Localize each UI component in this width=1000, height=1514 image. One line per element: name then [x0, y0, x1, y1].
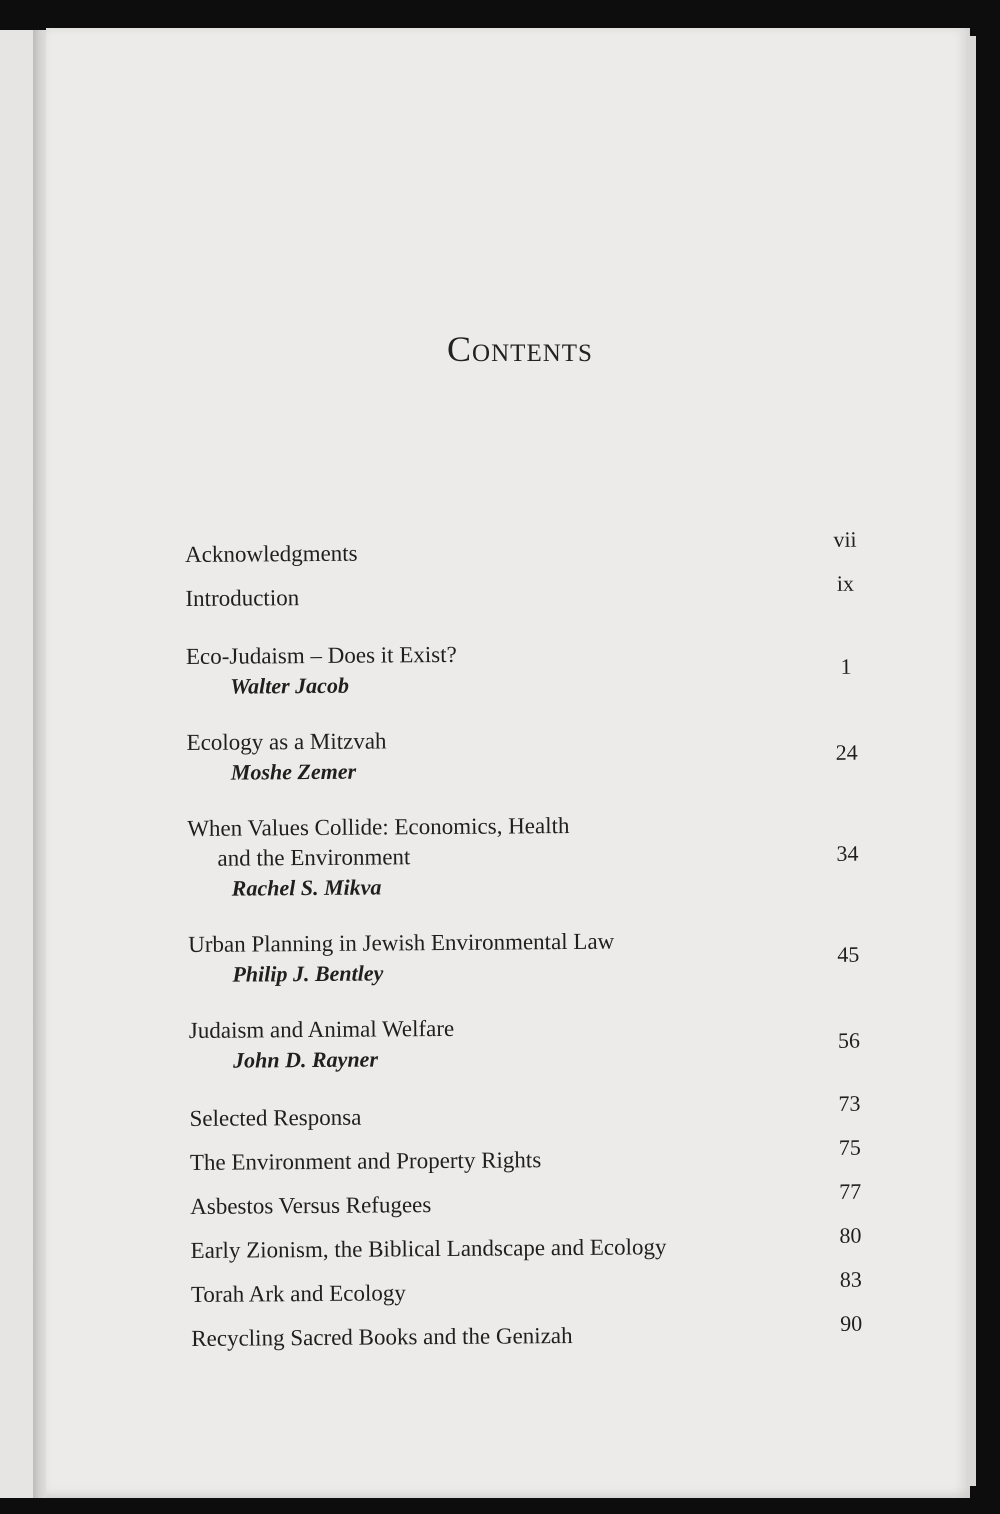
toc-entry-torah-ark	[190, 1266, 881, 1310]
toc-entry-acknowledgments	[185, 526, 875, 570]
previous-page-edge	[0, 30, 36, 1498]
entry-title: Recycling Sacred Books and the Genizah	[191, 1322, 573, 1351]
entry-title: Introduction	[185, 585, 300, 611]
entry-title: Ecology as a Mitzvah	[186, 728, 387, 755]
toc-entry-animal-welfare	[189, 1011, 879, 1076]
entry-page-number: 80	[839, 1222, 862, 1248]
toc-entry-urban-planning	[188, 925, 878, 990]
entry-page-number: 73	[838, 1090, 861, 1116]
toc-entry-ecology-mitzvah	[186, 723, 876, 788]
toc-entry-asbestos	[190, 1178, 880, 1222]
entry-page-number: vii	[833, 526, 857, 552]
entry-title: Selected Responsa	[189, 1104, 362, 1131]
toc-entry-eco-judaism	[186, 637, 876, 702]
entry-page-number: 90	[840, 1310, 863, 1336]
entry-page-number: 56	[837, 1027, 861, 1053]
entry-page-number: 24	[835, 739, 858, 765]
entry-title: Torah Ark and Ecology	[190, 1280, 406, 1307]
entry-title: Acknowledgments	[185, 540, 358, 567]
toc-entry-property-rights	[189, 1134, 880, 1178]
entry-page-number: 77	[839, 1178, 862, 1204]
page-edge-shadow	[966, 36, 976, 1486]
table-of-contents	[185, 526, 881, 1354]
toc-entry-values-collide	[187, 809, 878, 904]
entry-page-number: 75	[838, 1134, 861, 1160]
entry-title-continuation: and the Environment	[217, 844, 411, 871]
toc-entry-early-zionism	[190, 1222, 880, 1266]
book-gutter	[33, 30, 47, 1498]
entry-title: Early Zionism, the Biblical Landscape and Ecology	[190, 1234, 667, 1263]
entry-title: Urban Planning in Jewish Environmental Law	[188, 928, 615, 957]
entry-page-number: 1	[840, 653, 852, 679]
entry-author: John D. Rayner	[232, 1046, 379, 1073]
entry-author: Philip J. Bentley	[232, 960, 384, 987]
entry-title: Asbestos Versus Refugees	[190, 1192, 432, 1219]
entry-title: Eco-Judaism – Does it Exist?	[185, 641, 457, 669]
toc-entry-recycling-genizah	[191, 1310, 881, 1354]
entry-author: Walter Jacob	[230, 672, 349, 699]
entry-page-number: ix	[836, 570, 855, 596]
entry-page-number: 45	[837, 941, 860, 967]
entry-page-number: 34	[836, 840, 859, 866]
entry-author: Moshe Zemer	[230, 758, 357, 785]
entry-author: Rachel S. Mikva	[231, 874, 382, 901]
entry-title: When Values Collide: Economics, Health	[187, 812, 570, 841]
entry-page-number: 83	[839, 1266, 862, 1292]
toc-entry-introduction	[185, 570, 875, 614]
toc-entry-selected-responsa	[189, 1090, 879, 1134]
entry-title: The Environment and Property Rights	[189, 1147, 542, 1175]
entry-title: Judaism and Animal Welfare	[188, 1015, 455, 1043]
page-title: Contents	[447, 329, 593, 369]
